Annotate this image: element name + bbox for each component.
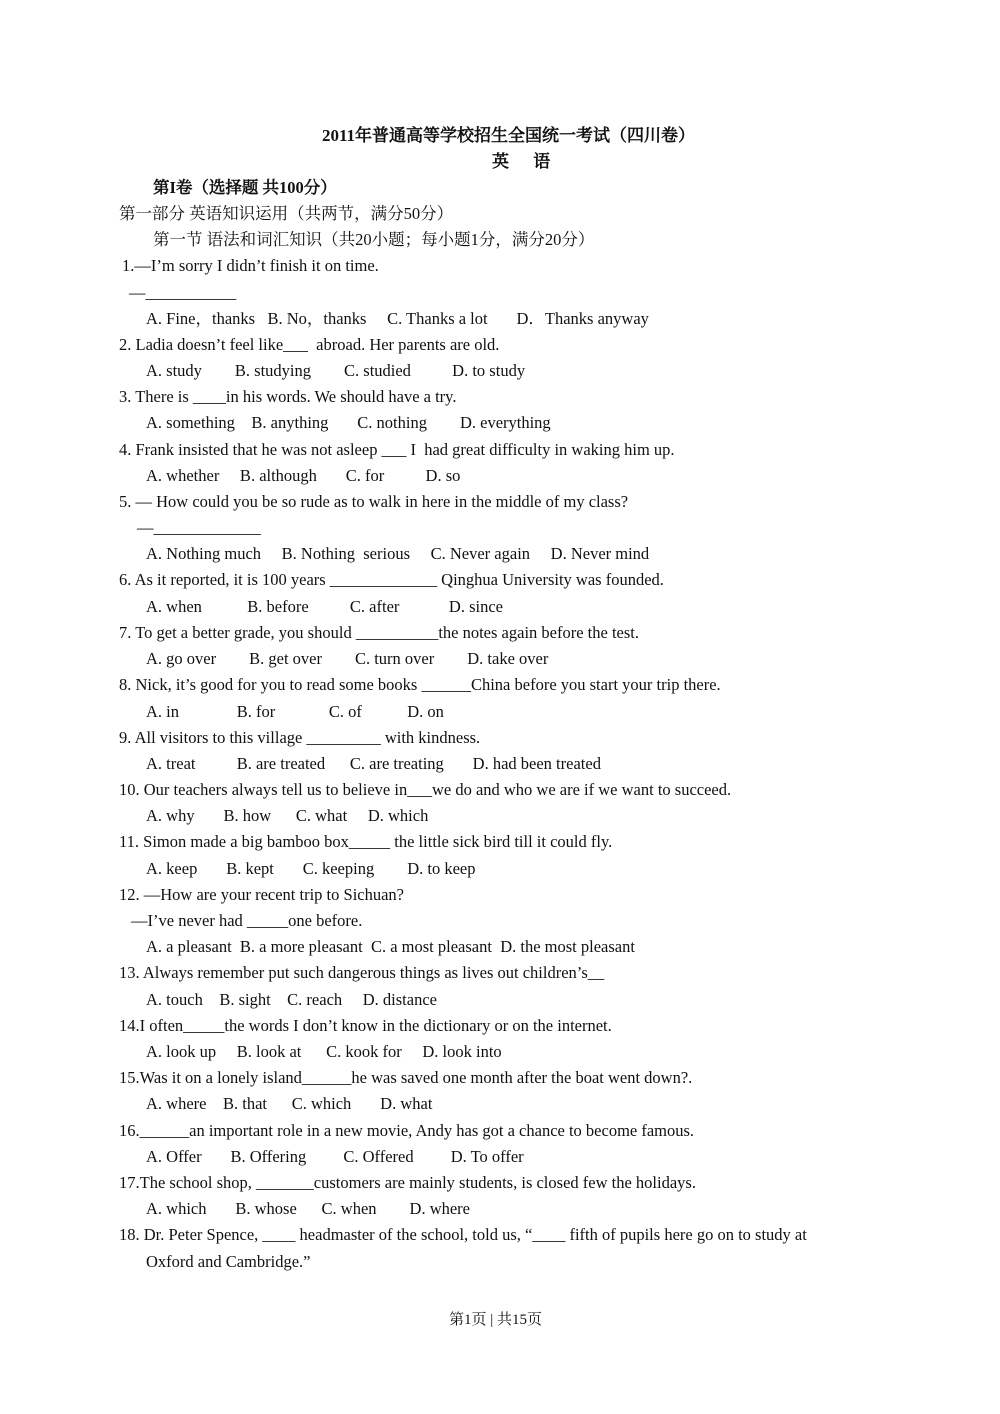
part-heading: 第一部分 英语知识运用（共两节，满分50分）: [119, 204, 454, 223]
page-number: 第1页 | 共15页: [449, 1312, 543, 1328]
question-11-stem: 11. Simon made a big bamboo box_____ the little sick bird till it could fly.: [119, 832, 613, 851]
question-10-options: A. why B. how C. what D. which: [146, 806, 429, 825]
question-11-options: A. keep B. kept C. keeping D. to keep: [146, 859, 476, 878]
question-6-options: A. when B. before C. after D. since: [146, 597, 503, 616]
question-1-options: A. Fine，thanks B. No，thanks C. Thanks a lot D．Thanks anyway: [146, 309, 649, 328]
question-7-options: A. go over B. get over C. turn over D. take over: [146, 649, 549, 668]
question-8-options: A. in B. for C. of D. on: [146, 702, 444, 721]
question-8-stem: 8. Nick, it’s good for you to read some books ______China before you start your trip there.: [119, 675, 721, 694]
question-4-options: A. whether B. although C. for D. so: [146, 466, 461, 485]
question-12-response: —I’ve never had _____one before.: [131, 911, 363, 930]
question-13-stem: 13. Always remember put such dangerous things as lives out children’s__: [119, 963, 605, 982]
question-18-stem-continued: Oxford and Cambridge.”: [146, 1252, 311, 1271]
question-5-options: A. Nothing much B. Nothing serious C. Never again D. Never mind: [146, 544, 650, 563]
question-5-response: —_____________: [137, 518, 261, 537]
question-5-stem: 5. — How could you be so rude as to walk in here in the middle of my class?: [119, 492, 629, 511]
question-1-response: —___________: [129, 283, 237, 302]
question-2-options: A. study B. studying C. studied D. to study: [146, 361, 526, 380]
question-9-options: A. treat B. are treated C. are treating D. had been treated: [146, 754, 601, 773]
question-1-stem: 1.—I’m sorry I didn’t finish it on time.: [122, 256, 379, 275]
question-18-stem: 18. Dr. Peter Spence, ____ headmaster of the school, told us, “____ fifth of pupils here go on to study at: [119, 1225, 807, 1244]
question-14-stem: 14.I often_____the words I don’t know in the dictionary or on the internet.: [119, 1016, 612, 1035]
section-heading: 第一节 语法和词汇知识（共20小题；每小题1分，满分20分）: [153, 230, 595, 249]
question-15-stem: 15.Was it on a lonely island______he was saved one month after the boat went down?.: [119, 1068, 693, 1087]
question-3-stem: 3. There is ____in his words. We should have a try.: [119, 387, 457, 406]
question-9-stem: 9. All visitors to this village _________ with kindness.: [119, 728, 481, 747]
question-16-options: A. Offer B. Offering C. Offered D. To offer: [146, 1147, 524, 1166]
question-13-options: A. touch B. sight C. reach D. distance: [146, 990, 437, 1009]
question-15-options: A. where B. that C. which D. what: [146, 1094, 433, 1113]
question-6-stem: 6. As it reported, it is 100 years _____________ Qinghua University was founded.: [119, 570, 664, 589]
subject-heading: 英 语: [492, 152, 561, 171]
question-3-options: A. something B. anything C. nothing D. everything: [146, 413, 551, 432]
exam-title: 2011年普通高等学校招生全国统一考试（四川卷）: [322, 126, 696, 145]
question-14-options: A. look up B. look at C. kook for D. look into: [146, 1042, 502, 1061]
question-2-stem: 2. Ladia doesn’t feel like___ abroad. Her parents are old.: [119, 335, 500, 354]
volume-heading: 第I卷（选择题 共100分）: [153, 178, 337, 197]
question-17-options: A. which B. whose C. when D. where: [146, 1199, 470, 1218]
question-4-stem: 4. Frank insisted that he was not asleep ___ I had great difficulty in waking him up.: [119, 440, 675, 459]
question-12-stem: 12. —How are your recent trip to Sichuan?: [119, 885, 404, 904]
question-10-stem: 10. Our teachers always tell us to believe in___we do and who we are if we want to succeed.: [119, 780, 732, 799]
question-7-stem: 7. To get a better grade, you should __________the notes again before the test.: [119, 623, 639, 642]
question-12-options: A. a pleasant B. a more pleasant C. a most pleasant D. the most pleasant: [146, 937, 635, 956]
question-17-stem: 17.The school shop, _______customers are mainly students, is closed few the holidays.: [119, 1173, 696, 1192]
question-16-stem: 16.______an important role in a new movie, Andy has got a chance to become famous.: [119, 1121, 695, 1140]
